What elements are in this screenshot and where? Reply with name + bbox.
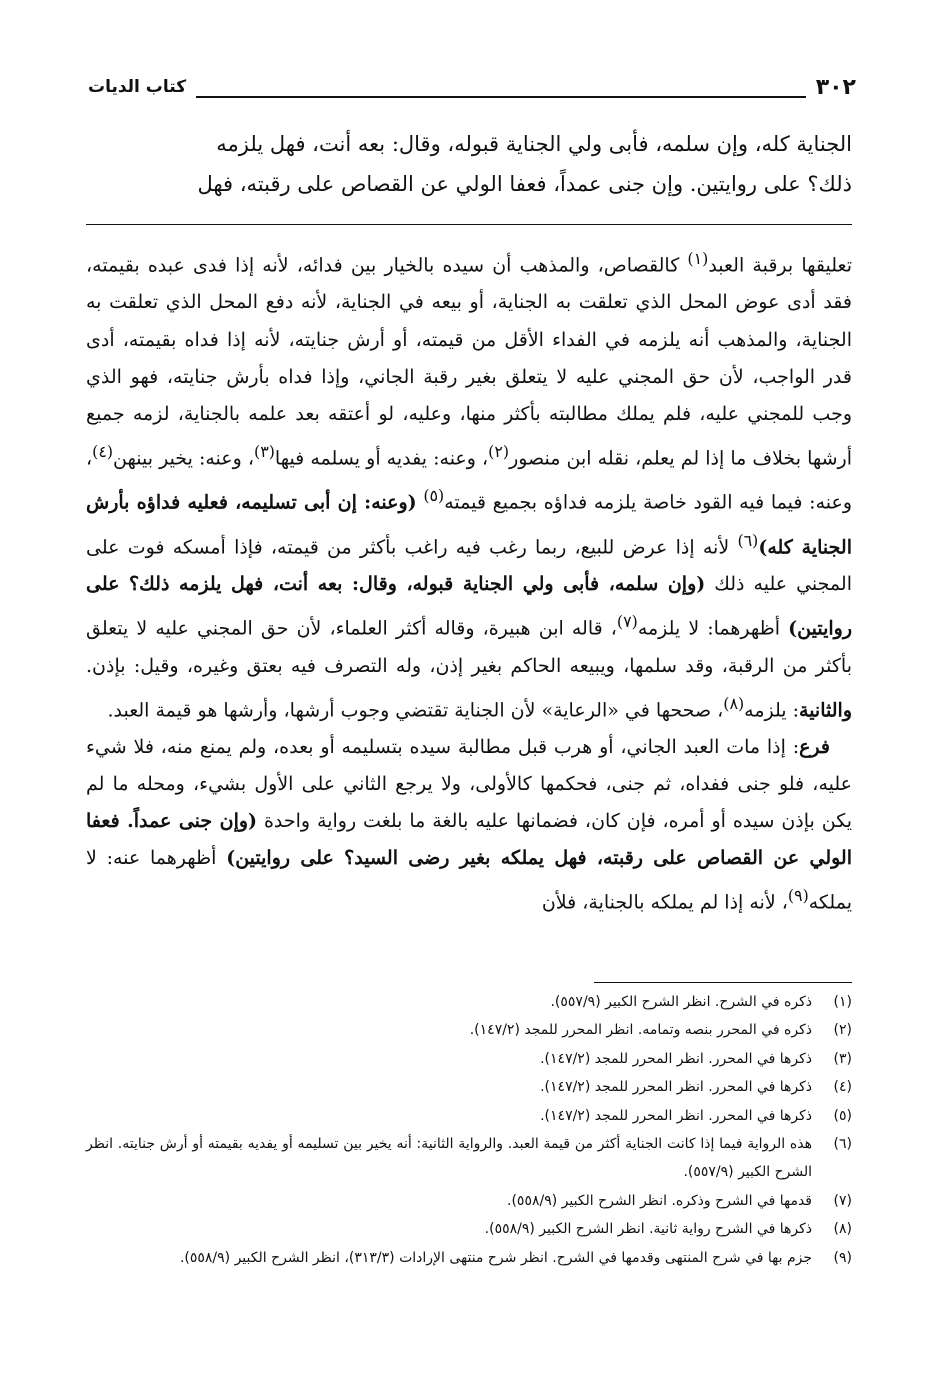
footnote-text: قدمها في الشرح وذكره. انظر الشرح الكبير (٥٥٨/٩).	[507, 1192, 812, 1209]
footnote-number: (٨)	[833, 1221, 852, 1238]
footnote	[86, 1073, 852, 1101]
matn-line: الجناية كله، وإن سلمه، فأبى ولي الجناية قبوله، وقال: بعه أنت، فهل يلزمه	[216, 132, 852, 156]
text-run: أظهرهما عنه: لا يملكه	[86, 847, 852, 914]
footnote-text: ذكرها في المحرر. انظر المحرر للمجد (١٤٧/٢).	[540, 1050, 812, 1067]
text-run: ، وعنه: فيما فيه القود خاصة يلزمه فداؤه بجميع قيمته	[86, 447, 852, 514]
footnote-ref: (١)	[687, 249, 709, 268]
footnote-ref: (٤)	[92, 441, 114, 461]
text-run: ، وعنه: يفديه أو يسلمه فيها	[274, 447, 489, 470]
quoted-matn: (وعنه: إن أبى تسليمه، فعليه فداؤه بأرش الجناية كله)	[86, 491, 852, 558]
text-run: كالقصاص، والمذهب أن سيده بالخيار بين فدائه، لأنه إذا فدى عبده بقيمته، فقد أدى عوض المحل الذي تعلقت به الجناية، أو بيعه في الجناية، لأنه دفع المحل الذي تعلقت به الجناية، والمذهب أنه يلزمه في الفداء الأقل من قيمته، أو أرش جنايته، لأنه إذا فداه بقيمته، أدى قدر الواجب، لأن حق المجني عليه لا يتعلق بغير رقبة الجاني، وإذا فداه بأرش جنايته، فهو الذي وجب للمجني عليه، فلم يملك مطالبته بأكثر منها، وعليه، لو أعتقه بعد علمه بالجناية، لزمه جميع أرشها بخلاف ما إذا لم يعلم، نقله ابن منصور	[86, 254, 853, 470]
footnote-ref: (٥)	[423, 486, 445, 506]
footnote	[86, 1045, 852, 1073]
book-title: كتاب الديات	[88, 77, 187, 97]
footnote-text: ذكرها في المحرر. انظر المحرر للمجد (١٤٧/٢).	[540, 1107, 812, 1124]
footnote	[86, 1244, 852, 1272]
footnote-ref: (٢)	[488, 441, 510, 461]
footnote-number: (٤)	[833, 1079, 852, 1096]
footnote	[86, 988, 852, 1016]
footnote	[86, 1102, 852, 1130]
quoted-matn: (وإن جنى عمداً. فعفا الولي عن القصاص على رقبته، فهل يملكه بغير رضى السيد؟ على روايتين)	[86, 810, 852, 870]
footnote-text: ذكرها في المحرر. انظر المحرر للمجد (١٤٧/٢).	[540, 1079, 812, 1096]
bold-term: والثانية	[799, 699, 852, 721]
footnote-ref: (٩)	[787, 886, 809, 906]
commentary-text	[86, 240, 852, 922]
text-run: ، قاله ابن هبيرة، وقاله أكثر العلماء، لأن حق المجني عليه لا يتعلق بأكثر من الرقبة، وقد سلمها، ويبيعه الحاكم بغير إذن، وله التصرف فيه بعتق وغيره، وقيل: بإذن.	[86, 617, 852, 677]
matn-separator	[86, 224, 852, 225]
text-run: لأنه إذا عرض للبيع، ربما رغب فيه راغب بأكثر من قيمته، فإذا أمسكه فوت على المجني عليه ذلك	[86, 535, 852, 596]
matn-line: ذلك؟ على روايتين. وإن جنى عمداً، فعفا الولي عن القصاص على رقبته، فهل	[197, 172, 852, 196]
text-run: تعليقها برقبة العبد	[708, 254, 852, 277]
footnote-number: (٦)	[833, 1136, 852, 1153]
footnote-ref: (٣)	[254, 441, 275, 461]
footnote	[86, 1187, 852, 1215]
footnote-number: (٩)	[833, 1249, 852, 1266]
footnote-number: (٢)	[833, 1022, 852, 1039]
footnote-number: (٧)	[833, 1192, 852, 1209]
footnote-ref: (٧)	[616, 612, 638, 632]
footnote-text: جزم بها في شرح المنتهى وقدمها في الشرح. انظر شرح منتهى الإرادات (٣١٣/٣)، انظر الشرح الكبير (٥٥٨/٩).	[179, 1249, 812, 1266]
matn-text	[86, 124, 852, 204]
footnote-number: (١)	[833, 994, 852, 1010]
footnote	[86, 1215, 852, 1243]
commentary-paragraph	[86, 729, 852, 922]
footnote-text: ذكره في المحرر بنصه وتمامه. انظر المحرر للمجد (١٤٧/٢).	[469, 1022, 812, 1039]
footnote	[86, 1130, 852, 1187]
text-run: أظهرهما: لا يلزمه	[637, 617, 789, 640]
footnote-number: (٥)	[833, 1107, 852, 1124]
footnote-number: (٣)	[833, 1050, 852, 1067]
text-run: ، لأنه إذا لم يملكه بالجناية، فلأن	[541, 891, 788, 914]
header-rule	[196, 96, 806, 98]
page-number: ٣٠٢	[815, 74, 856, 100]
footnote-text: ذكرها في الشرح رواية ثانية. انظر الشرح الكبير (٥٥٨/٩).	[484, 1221, 812, 1238]
text-run: : يلزمه	[744, 699, 800, 721]
footnotes	[86, 988, 852, 1272]
running-header	[88, 70, 856, 104]
footnote-text: ذكره في الشرح. انظر الشرح الكبير (٥٥٧/٩).	[550, 994, 812, 1010]
commentary-paragraph	[86, 240, 852, 729]
footnote	[86, 1016, 852, 1044]
quoted-matn: (وإن سلمه، فأبى ولي الجناية قبوله، وقال: بعه أنت، فهل يلزمه ذلك؟ على روايتين)	[86, 573, 852, 640]
text-run: ، صححها في «الرعاية» لأن الجناية تقتضي وجوب أرشها، وأرشها هو قيمة العبد.	[107, 699, 724, 721]
footnote-ref: (٦)	[737, 530, 759, 550]
footnote-ref: (٨)	[723, 693, 745, 713]
footnote-separator	[594, 982, 852, 983]
text-run: : إذا مات العبد الجاني، أو هرب قبل مطالبة سيده بتسليمه أو بعده، ولم يمنع منه، فلا شيء عليه، فلو جنى ففداه، ثم جنى، فحكمها كالأولى، ولا يرجع الثاني على الأول بشيء، ومحله ما لم يكن بإذن سيده أو أمره، فإن كان، فضمانها عليه بالغة ما بلغت رواية واحدة	[86, 736, 852, 833]
footnote-text: هذه الرواية فيما إذا كانت الجناية أكثر من قيمة العبد. والرواية الثانية: أنه يخير بين تسليمه أو يفديه بقيمته أو أرش جنايته. انظر الشرح الكبير (٥٥٧/٩).	[86, 1136, 812, 1181]
text-run: ، وعنه: يخير بينهن	[113, 447, 255, 470]
bold-term: فرع	[799, 736, 830, 759]
